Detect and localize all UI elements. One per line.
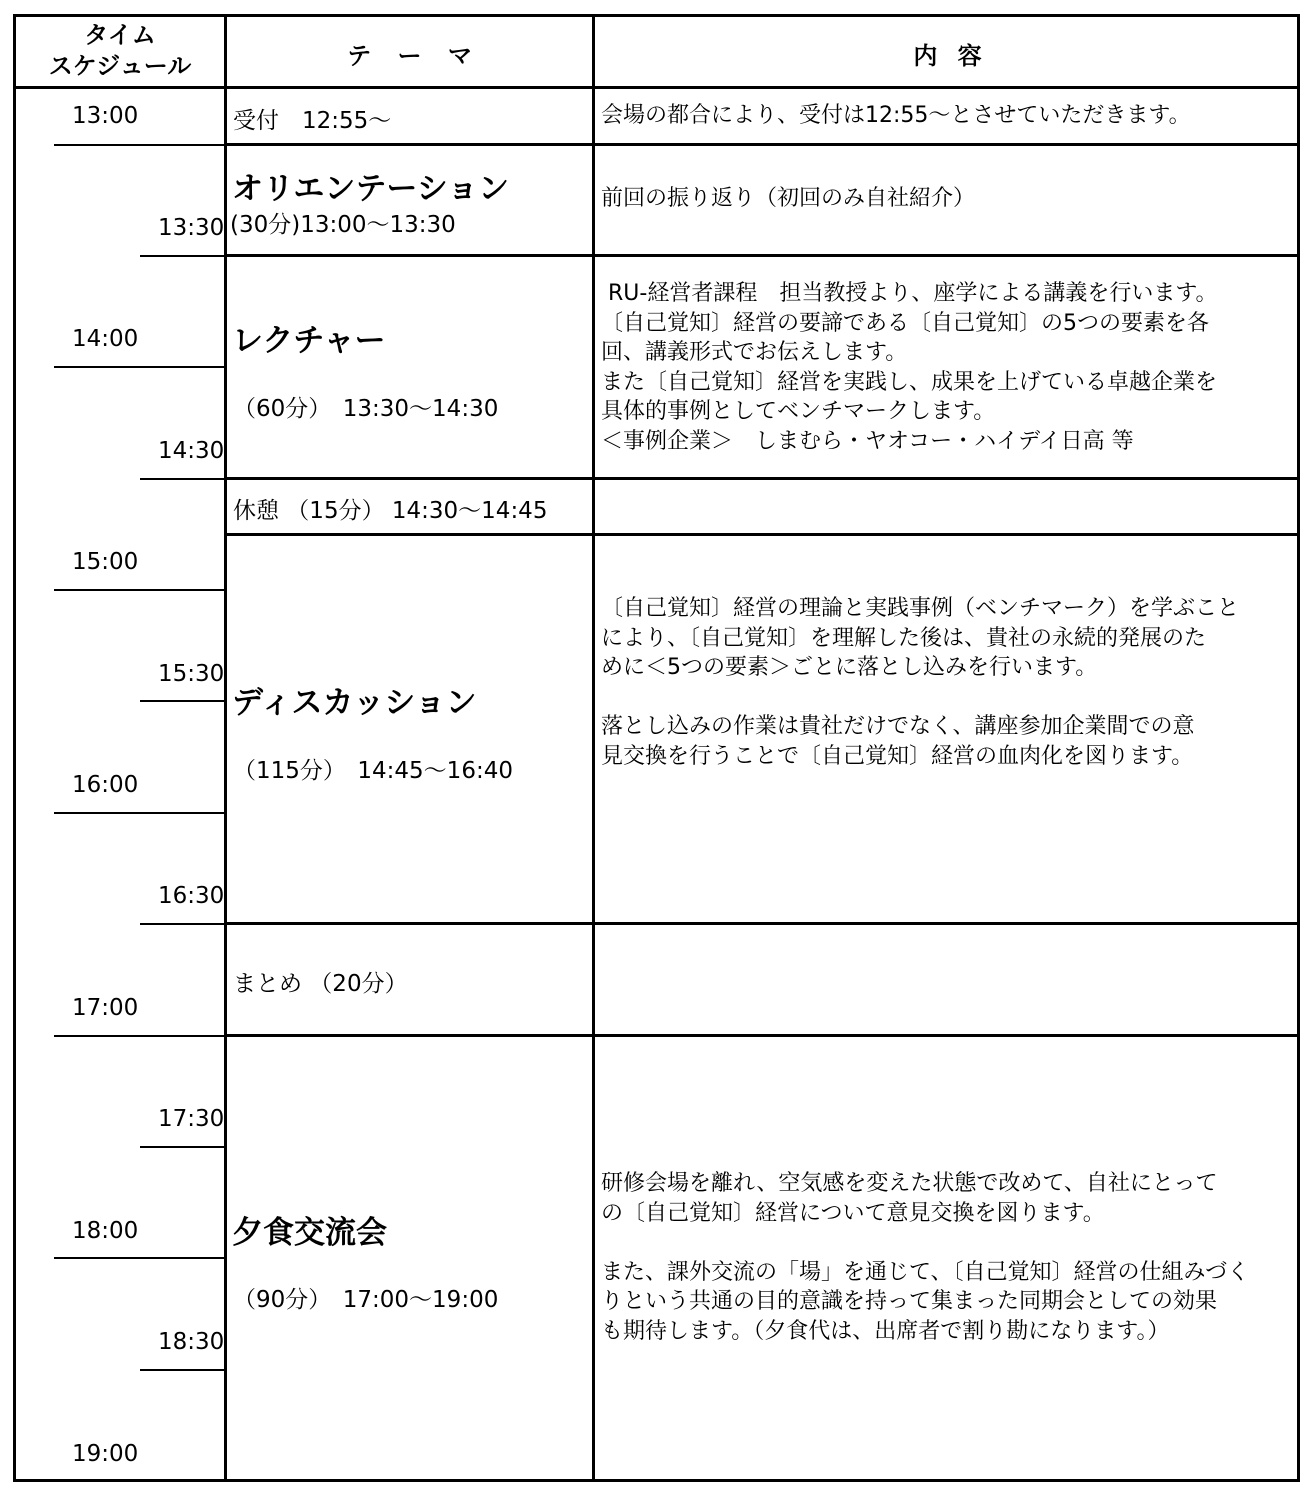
header-divider	[13, 86, 1300, 89]
discussion-time: （115分） 14:45～16:40	[233, 758, 513, 784]
time-tick	[54, 144, 224, 146]
discussion-content: 〔自己覚知〕経営の理論と実践事例（ベンチマーク）を学ぶこと により、〔自己覚知〕を理解した後は、貴社の永続的発展のた めに＜5つの要素＞ごとに落とし込みを行います。 落とし込みの作業は貴社だけでなく、講座参加企業間での意 見交換を行うことで〔自己覚知〕経営の血肉化を図ります。	[601, 596, 1240, 769]
time-label: 17:30	[158, 1106, 225, 1132]
row-divider	[224, 533, 1300, 536]
time-label: 14:30	[158, 438, 225, 464]
time-tick	[140, 1146, 224, 1148]
orientation-content: 前回の振り返り（初回のみ自社紹介）	[601, 186, 976, 211]
time-tick	[54, 812, 224, 814]
time-tick	[140, 700, 224, 702]
row-divider	[224, 477, 1300, 480]
time-tick	[140, 1369, 224, 1371]
dinner-time: （90分） 17:00～19:00	[233, 1287, 499, 1313]
break-theme: 休憩 （15分） 14:30～14:45	[233, 498, 548, 524]
time-label: 15:30	[158, 661, 225, 687]
time-label: 15:00	[72, 549, 139, 575]
dinner-title: 夕食交流会	[232, 1215, 387, 1251]
time-label: 18:00	[72, 1218, 139, 1244]
time-label: 18:30	[158, 1329, 225, 1355]
time-tick	[54, 589, 224, 591]
summary-theme: まとめ （20分）	[233, 971, 408, 997]
column-divider-1	[224, 14, 227, 1482]
orientation-title: オリエンテーション	[232, 171, 510, 207]
header-schedule	[16, 20, 224, 82]
time-label: 19:00	[72, 1441, 139, 1467]
header-content: 内 容	[913, 42, 982, 70]
time-tick	[140, 478, 224, 480]
dinner-content: 研修会場を離れ、空気感を変えた状態で改めて、自社にとって の〔自己覚知〕経営について意見交換を図ります。 また、課外交流の「場」を通じて、〔自己覚知〕経営の仕組みづく りという共通の目的意識を持って集まった同期会としての効果 も期待します。（夕食代は、出席者で割り勘になります。）	[601, 1171, 1250, 1344]
time-label: 17:00	[72, 995, 139, 1021]
row-divider	[224, 254, 1300, 257]
header-schedule-line1: タイム	[84, 21, 156, 49]
time-label: 13:00	[72, 103, 139, 129]
reception-theme: 受付 12:55～	[233, 108, 392, 134]
time-tick	[54, 1257, 224, 1259]
time-label: 13:30	[158, 215, 225, 241]
time-tick	[54, 1035, 224, 1037]
time-tick	[54, 366, 224, 368]
time-label: 16:00	[72, 772, 139, 798]
discussion-title: ディスカッション	[232, 685, 477, 721]
row-divider	[224, 922, 1300, 925]
time-label: 14:00	[72, 326, 139, 352]
row-divider	[224, 143, 1300, 146]
lecture-time: （60分） 13:30～14:30	[233, 396, 499, 422]
lecture-content: RU-経営者課程 担当教授より、座学による講義を行います。 〔自己覚知〕経営の要諦である〔自己覚知〕の5つの要素を各 回、講義形式でお伝えします。 また〔自己覚知〕経営を実践し、成果を上げている卓越企業を 具体的事例としてベンチマークします。 ＜事例企業＞ しまむら・ヤオコー・ハイデイ日高 等	[601, 281, 1218, 454]
column-divider-2	[592, 14, 595, 1482]
reception-content: 会場の都合により、受付は12:55～とさせていただきます。	[601, 103, 1191, 128]
time-tick	[140, 923, 224, 925]
header-schedule-line2: スケジュール	[48, 52, 192, 80]
lecture-title: レクチャー	[232, 323, 386, 359]
header-theme: テ ー マ	[347, 42, 472, 70]
time-label: 16:30	[158, 883, 225, 909]
time-tick	[140, 255, 224, 257]
row-divider	[224, 1034, 1300, 1037]
orientation-time: (30分)13:00～13:30	[230, 212, 456, 238]
